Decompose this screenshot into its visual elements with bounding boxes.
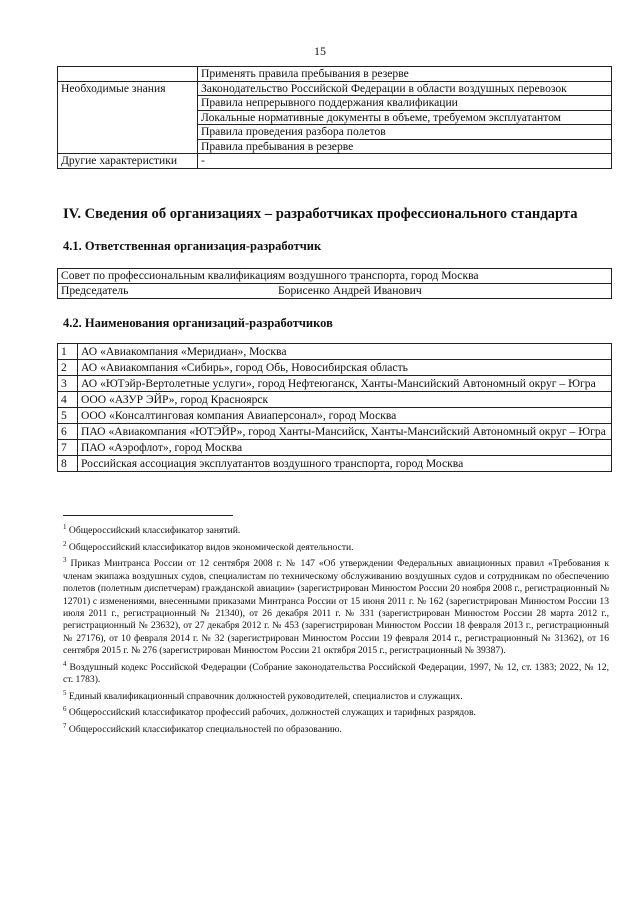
row-number: 3 — [58, 376, 78, 392]
table-row — [58, 408, 612, 424]
responsible-org-table — [57, 268, 612, 299]
footnote — [63, 521, 609, 538]
footnote-mark: 4 — [63, 659, 67, 668]
knowledge-item: Правила проведения разбора полетов — [198, 125, 612, 140]
organization-name: АО «ЮТэйр-Вертолетные услуги», город Нефтеюганск, Ханты-Мансийский Автономный округ – Югра — [78, 376, 612, 392]
footnote-divider — [63, 515, 233, 516]
footnote-mark: 3 — [63, 556, 67, 565]
footnote-mark: 2 — [63, 539, 67, 548]
row-number: 8 — [58, 456, 78, 472]
section-title: IV. Сведения об организациях – разработчиках профессионального стандарта — [63, 206, 578, 222]
footnote — [63, 720, 609, 737]
organization-name: ООО «Консалтинговая компания Авиаперсонал», город Москва — [78, 408, 612, 424]
row-number: 6 — [58, 424, 78, 440]
table-row — [58, 456, 612, 472]
empty-label-cell — [58, 67, 198, 82]
table-row — [58, 67, 612, 82]
footnote-mark: 1 — [63, 523, 67, 531]
footnote-mark: 5 — [63, 688, 67, 697]
footnote-text: Приказ Минтранса России от 12 сентября 2008 г. № 147 «Об утверждении Федеральных авиационных правил «Требования к членам экипажа воздушных судов, специалистам по техническому обслуживанию воздушных судов и сотрудникам по обеспечению полетов (полетным диспетчерам) гражданской авиации» (зарегистрирован Минюстом России 20 ноября 2008 г., регистрационный № 12701) с изменениями, внесенными приказами Минтранса России от 15 июня 2011 г. № 162 (зарегистрирован Минюстом России 13 июля 2011 г., регистрационный № 21340), от 26 декабря 2011 г. № 331 (зарегистрирован Минюстом России 28 марта 2012 г., регистрационный № 23632), от 27 декабря 2012 г. № 453 (зарегистрирован Минюстом России 18 февраля 2013 г., регистрационный № 27176), от 10 февраля 2014 г. № 32 (зарегистрирован Минюстом России 19 февраля 2014 г., регистрационный № 31362), от 16 сентября 2015 г. № 276 (зарегистрирован Минюстом России 21 октября 2015 г., регистрационный № 39387). — [63, 558, 609, 657]
table-row — [58, 440, 612, 456]
footnote-text: Общероссийский классификатор специальностей по образованию. — [68, 724, 342, 735]
footnotes — [63, 521, 609, 736]
knowledge-item: Правила пребывания в резерве — [198, 139, 612, 154]
organization-name: ООО «АЗУР ЭЙР», город Красноярск — [78, 392, 612, 408]
row-number: 5 — [58, 408, 78, 424]
row-number: 1 — [58, 344, 78, 360]
footnote — [63, 554, 609, 657]
chair-cell — [58, 284, 612, 299]
page-number: 15 — [314, 44, 326, 58]
organization-name: Российская ассоциация эксплуатантов воздушного транспорта, город Москва — [78, 456, 612, 472]
organization-name: АО «Авиакомпания «Меридиан», Москва — [78, 344, 612, 360]
organization-name: ПАО «Аэрофлот», город Москва — [78, 440, 612, 456]
subsection-title-responsible: 4.1. Ответственная организация-разработчик — [63, 239, 322, 253]
knowledge-item: Правила непрерывного поддержания квалификации — [198, 96, 612, 111]
footnote-mark: 6 — [63, 705, 67, 714]
table-row — [58, 360, 612, 376]
footnote — [63, 658, 609, 687]
other-label: Другие характеристики — [58, 154, 198, 169]
footnote — [63, 538, 609, 555]
footnote-text: Воздушный кодекс Российской Федерации (Собрание законодательства Российской Федерации, 1997, № 12, ст. 1383; 2022, № 12, ст. 1783). — [63, 661, 609, 686]
knowledge-item: Законодательство Российской Федерации в области воздушных перевозок — [198, 81, 612, 96]
skills-table — [57, 66, 612, 169]
footnote-mark: 7 — [63, 721, 67, 730]
row-number: 2 — [58, 360, 78, 376]
other-value: - — [198, 154, 612, 169]
chair-label: Председатель — [61, 284, 129, 297]
footnote-text: Общероссийский классификатор видов экономической деятельности. — [68, 541, 354, 553]
footnote-text: Единый квалификационный справочник должностей руководителей, специалистов и служащих. — [68, 690, 463, 702]
organization-name: АО «Авиакомпания «Сибирь», город Обь, Новосибирская область — [78, 360, 612, 376]
row-number: 4 — [58, 392, 78, 408]
table-row — [58, 424, 612, 440]
footnote — [63, 687, 609, 704]
row-number: 7 — [58, 440, 78, 456]
developers-table — [57, 343, 612, 472]
knowledge-item: Локальные нормативные документы в объеме, требуемом эксплуатантом — [198, 110, 612, 125]
table-row — [58, 284, 612, 299]
table-row — [58, 269, 612, 284]
responsible-organization: Совет по профессиональным квалификациям воздушного транспорта, город Москва — [58, 269, 612, 284]
footnote — [63, 703, 609, 720]
table-row — [58, 344, 612, 360]
skill-item: Применять правила пребывания в резерве — [198, 67, 612, 82]
table-row — [58, 392, 612, 408]
footnote-text: Общероссийский классификатор профессий рабочих, должностей служащих и тарифных разрядов. — [68, 707, 476, 719]
table-row — [58, 154, 612, 169]
organization-name: ПАО «Авиакомпания «ЮТЭЙР», город Ханты-Мансийск, Ханты-Мансийский Автономный округ – Югра — [78, 424, 612, 440]
subsection-title-developers: 4.2. Наименования организаций-разработчиков — [63, 316, 333, 330]
chair-name: Борисенко Андрей Иванович — [278, 284, 422, 297]
table-row — [58, 376, 612, 392]
footnote-text: Общероссийский классификатор занятий. — [68, 525, 241, 537]
table-row — [58, 81, 612, 96]
knowledge-label: Необходимые знания — [58, 81, 198, 154]
